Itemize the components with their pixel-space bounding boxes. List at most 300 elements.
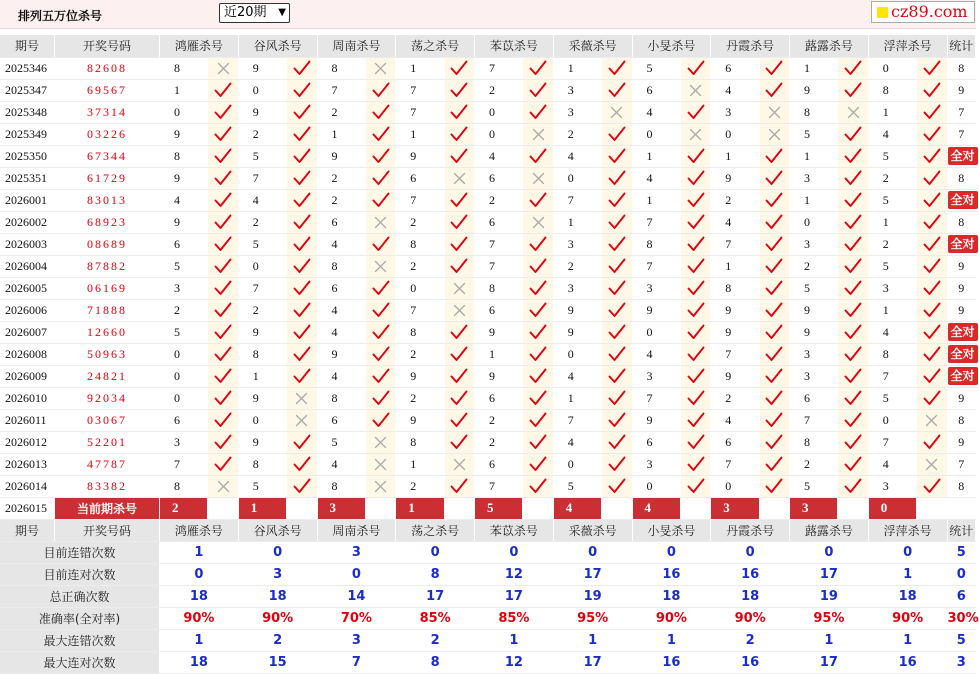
check-icon <box>923 478 941 494</box>
row-stat: 9 <box>947 387 975 409</box>
stat-value: 16 <box>711 563 790 585</box>
stat-total: 5 <box>947 629 975 651</box>
stat-label: 最大连对次数 <box>0 651 160 673</box>
table-row <box>0 277 976 299</box>
kill-number: 1 <box>396 453 444 475</box>
kill-number: 2 <box>553 255 601 277</box>
row-period: 2026011 <box>0 409 55 431</box>
kill-number: 8 <box>317 255 365 277</box>
row-stat <box>947 365 975 387</box>
row-stat <box>947 343 975 365</box>
stat-value: 1 <box>475 629 554 651</box>
check-icon <box>372 280 390 296</box>
header-expert[interactable]: 周南杀号 <box>317 519 396 541</box>
check-icon <box>372 324 390 340</box>
row-winning-code: 06169 <box>55 277 160 299</box>
hit-mark <box>287 123 317 145</box>
hit-mark <box>838 57 868 79</box>
check-icon <box>608 324 626 340</box>
stat-value: 3 <box>238 563 317 585</box>
stat-value: 3 <box>317 541 396 563</box>
header-expert[interactable]: 苯苡杀号 <box>475 519 554 541</box>
current-period-row <box>0 497 976 519</box>
kill-number: 1 <box>396 57 444 79</box>
kill-number: 4 <box>317 453 365 475</box>
cross-icon <box>374 458 387 471</box>
hit-mark <box>680 475 710 497</box>
header-expert[interactable]: 蕗露杀号 <box>790 35 869 57</box>
kill-number: 2 <box>396 387 444 409</box>
row-stat <box>947 233 975 255</box>
hit-mark <box>365 167 395 189</box>
hit-mark <box>759 57 789 79</box>
current-kill-number: 0 <box>868 497 916 519</box>
kill-number: 8 <box>396 321 444 343</box>
check-icon <box>687 302 705 318</box>
hit-mark <box>523 211 553 233</box>
stat-label: 总正确次数 <box>0 585 160 607</box>
kill-number: 6 <box>475 387 523 409</box>
stat-value: 90% <box>238 607 317 629</box>
kill-number: 5 <box>238 145 286 167</box>
kill-number: 9 <box>553 321 601 343</box>
row-stat <box>947 321 975 343</box>
kill-number: 2 <box>160 299 208 321</box>
header-expert[interactable]: 小旻杀号 <box>632 35 711 57</box>
check-icon <box>214 214 232 230</box>
check-icon <box>372 104 390 120</box>
hit-mark <box>917 453 947 475</box>
cross-icon <box>453 458 466 471</box>
stat-value: 19 <box>790 585 869 607</box>
check-icon <box>844 302 862 318</box>
row-stat <box>947 145 975 167</box>
hit-mark <box>444 189 474 211</box>
stat-value: 15 <box>238 651 317 673</box>
period-select[interactable] <box>219 3 290 23</box>
stat-value: 18 <box>868 585 947 607</box>
kill-number: 2 <box>238 123 286 145</box>
kill-number: 5 <box>632 57 680 79</box>
all-correct-badge: 全对 <box>948 147 978 165</box>
check-icon <box>293 456 311 472</box>
hit-mark <box>838 167 868 189</box>
hit-mark <box>838 123 868 145</box>
hit-mark <box>917 475 947 497</box>
stat-value: 2 <box>238 629 317 651</box>
kill-number-table <box>0 35 979 674</box>
stat-value: 17 <box>553 651 632 673</box>
cross-icon <box>374 216 387 229</box>
stat-value: 0 <box>632 541 711 563</box>
site-logo[interactable] <box>871 1 975 23</box>
kill-number: 5 <box>790 277 838 299</box>
kill-number: 6 <box>711 431 759 453</box>
stat-value: 19 <box>553 585 632 607</box>
kill-number: 8 <box>868 343 916 365</box>
hit-mark <box>287 189 317 211</box>
kill-number: 6 <box>317 211 365 233</box>
table-row <box>0 189 976 211</box>
header-expert[interactable]: 浮萍杀号 <box>868 519 947 541</box>
current-kill-spacer <box>523 497 553 519</box>
hit-mark <box>444 277 474 299</box>
kill-number: 4 <box>317 321 365 343</box>
hit-mark <box>287 475 317 497</box>
check-icon <box>923 346 941 362</box>
kill-number: 9 <box>711 167 759 189</box>
kill-number: 4 <box>553 365 601 387</box>
stat-value: 17 <box>553 563 632 585</box>
header-period: 期号 <box>0 519 55 541</box>
hit-mark <box>208 101 238 123</box>
hit-mark <box>759 409 789 431</box>
kill-number: 2 <box>475 409 523 431</box>
kill-number: 9 <box>711 299 759 321</box>
hit-mark <box>444 299 474 321</box>
row-stat <box>947 189 975 211</box>
row-winning-code: 12660 <box>55 321 160 343</box>
table-row <box>0 387 976 409</box>
kill-number: 3 <box>553 233 601 255</box>
kill-number: 9 <box>396 409 444 431</box>
table-row <box>0 431 976 453</box>
check-icon <box>923 82 941 98</box>
table-row <box>0 453 976 475</box>
stat-row <box>0 541 976 563</box>
current-kill-spacer <box>365 497 395 519</box>
header-expert[interactable]: 采薇杀号 <box>553 35 632 57</box>
header-expert[interactable]: 蕗露杀号 <box>790 519 869 541</box>
row-winning-code: 82608 <box>55 57 160 79</box>
kill-number: 7 <box>396 79 444 101</box>
check-icon <box>687 280 705 296</box>
check-icon <box>765 236 783 252</box>
stat-value: 0 <box>238 541 317 563</box>
header-expert[interactable]: 荡之杀号 <box>396 519 475 541</box>
row-winning-code: 37314 <box>55 101 160 123</box>
header-expert[interactable]: 浮萍杀号 <box>868 35 947 57</box>
kill-number: 2 <box>790 255 838 277</box>
check-icon <box>529 412 547 428</box>
row-period: 2026014 <box>0 475 55 497</box>
header-expert[interactable]: 谷风杀号 <box>238 35 317 57</box>
check-icon <box>450 126 468 142</box>
stat-value: 0 <box>317 563 396 585</box>
hit-mark <box>759 475 789 497</box>
check-icon <box>844 236 862 252</box>
table-row <box>0 475 976 497</box>
kill-number: 3 <box>553 101 601 123</box>
check-icon <box>923 368 941 384</box>
header-expert[interactable]: 鸿雁杀号 <box>160 519 239 541</box>
check-icon <box>214 192 232 208</box>
kill-number: 7 <box>632 387 680 409</box>
check-icon <box>293 82 311 98</box>
stat-value: 95% <box>553 607 632 629</box>
row-stat: 8 <box>947 167 975 189</box>
hit-mark <box>523 453 553 475</box>
stat-value: 0 <box>790 541 869 563</box>
check-icon <box>844 170 862 186</box>
check-icon <box>450 478 468 494</box>
check-icon <box>293 60 311 76</box>
check-icon <box>450 346 468 362</box>
hit-mark <box>838 321 868 343</box>
kill-number: 0 <box>160 101 208 123</box>
row-period: 2026006 <box>0 299 55 321</box>
stat-value: 18 <box>160 585 239 607</box>
stat-value: 0 <box>475 541 554 563</box>
stat-value: 0 <box>396 541 475 563</box>
hit-mark <box>365 79 395 101</box>
check-icon <box>608 434 626 450</box>
kill-number: 1 <box>317 123 365 145</box>
hit-mark <box>680 167 710 189</box>
kill-number: 5 <box>160 255 208 277</box>
hit-mark <box>208 453 238 475</box>
hit-mark <box>444 453 474 475</box>
check-icon <box>923 148 941 164</box>
hit-mark <box>759 387 789 409</box>
kill-number: 2 <box>475 431 523 453</box>
header-expert[interactable]: 周南杀号 <box>317 35 396 57</box>
stat-row <box>0 651 976 673</box>
hit-mark <box>523 233 553 255</box>
check-icon <box>844 280 862 296</box>
check-icon <box>844 368 862 384</box>
check-icon <box>214 258 232 274</box>
hit-mark <box>523 101 553 123</box>
hit-mark <box>759 277 789 299</box>
header-expert[interactable]: 采薇杀号 <box>553 519 632 541</box>
row-stat: 9 <box>947 431 975 453</box>
header-expert[interactable]: 谷风杀号 <box>238 519 317 541</box>
stat-label: 目前连错次数 <box>0 541 160 563</box>
kill-number: 8 <box>632 233 680 255</box>
kill-number: 7 <box>396 101 444 123</box>
row-winning-code: 47787 <box>55 453 160 475</box>
header-expert[interactable]: 鸿雁杀号 <box>160 35 239 57</box>
check-icon <box>450 324 468 340</box>
check-icon <box>529 478 547 494</box>
hit-mark <box>602 79 632 101</box>
check-icon <box>608 236 626 252</box>
current-stat <box>947 497 975 519</box>
check-icon <box>923 104 941 120</box>
kill-number: 9 <box>317 145 365 167</box>
kill-number: 6 <box>790 387 838 409</box>
kill-number: 9 <box>160 123 208 145</box>
hit-mark <box>523 167 553 189</box>
hit-mark <box>444 409 474 431</box>
kill-number: 2 <box>790 453 838 475</box>
check-icon <box>372 390 390 406</box>
stat-row <box>0 585 976 607</box>
hit-mark <box>759 167 789 189</box>
stat-value: 12 <box>475 563 554 585</box>
kill-number: 9 <box>632 409 680 431</box>
row-stat: 9 <box>947 79 975 101</box>
stat-value: 8 <box>396 651 475 673</box>
kill-number: 0 <box>868 409 916 431</box>
current-kill-spacer <box>208 497 238 519</box>
stat-value: 1 <box>868 563 947 585</box>
current-kill-spacer <box>838 497 868 519</box>
check-icon <box>608 456 626 472</box>
check-icon <box>844 478 862 494</box>
kill-number: 0 <box>396 277 444 299</box>
hit-mark <box>917 277 947 299</box>
hit-mark <box>523 321 553 343</box>
check-icon <box>608 148 626 164</box>
stat-total: 6 <box>947 585 975 607</box>
stat-row <box>0 563 976 585</box>
stat-value: 85% <box>475 607 554 629</box>
check-icon <box>765 148 783 164</box>
kill-number: 8 <box>396 431 444 453</box>
check-icon <box>214 390 232 406</box>
check-icon <box>372 192 390 208</box>
kill-number: 0 <box>238 409 286 431</box>
hit-mark <box>759 101 789 123</box>
check-icon <box>687 390 705 406</box>
check-icon <box>450 60 468 76</box>
kill-number: 2 <box>238 299 286 321</box>
table-header-row <box>0 519 976 541</box>
kill-number: 2 <box>475 189 523 211</box>
hit-mark <box>680 101 710 123</box>
stat-value: 14 <box>317 585 396 607</box>
cross-icon <box>374 62 387 75</box>
row-period: 2026004 <box>0 255 55 277</box>
current-kill-number: 1 <box>396 497 444 519</box>
hit-mark <box>838 101 868 123</box>
kill-number: 9 <box>317 343 365 365</box>
hit-mark <box>680 299 710 321</box>
header-expert[interactable]: 苯苡杀号 <box>475 35 554 57</box>
hit-mark <box>287 409 317 431</box>
kill-number: 5 <box>160 321 208 343</box>
hit-mark <box>838 343 868 365</box>
kill-number: 7 <box>868 365 916 387</box>
check-icon <box>214 302 232 318</box>
row-period: 2026010 <box>0 387 55 409</box>
hit-mark <box>680 233 710 255</box>
hit-mark <box>365 101 395 123</box>
check-icon <box>450 236 468 252</box>
kill-number: 1 <box>553 57 601 79</box>
hit-mark <box>680 365 710 387</box>
kill-number: 6 <box>475 211 523 233</box>
kill-number: 8 <box>238 343 286 365</box>
row-winning-code: 83013 <box>55 189 160 211</box>
hit-mark <box>680 387 710 409</box>
row-period: 2026013 <box>0 453 55 475</box>
current-kill-spacer <box>602 497 632 519</box>
check-icon <box>608 214 626 230</box>
stat-row <box>0 607 976 629</box>
check-icon <box>687 214 705 230</box>
check-icon <box>765 478 783 494</box>
hit-mark <box>680 409 710 431</box>
kill-number: 6 <box>317 277 365 299</box>
stat-value: 18 <box>711 585 790 607</box>
check-icon <box>923 434 941 450</box>
stat-value: 17 <box>475 585 554 607</box>
kill-number: 9 <box>790 321 838 343</box>
kill-number: 0 <box>553 167 601 189</box>
kill-number: 8 <box>160 475 208 497</box>
kill-number: 4 <box>632 343 680 365</box>
stat-value: 70% <box>317 607 396 629</box>
hit-mark <box>444 123 474 145</box>
hit-mark <box>838 387 868 409</box>
table-row <box>0 409 976 431</box>
hit-mark <box>602 101 632 123</box>
hit-mark <box>838 431 868 453</box>
current-kill-label: 当前期杀号 <box>55 497 160 519</box>
hit-mark <box>680 123 710 145</box>
row-winning-code: 50963 <box>55 343 160 365</box>
check-icon <box>608 412 626 428</box>
cross-icon <box>610 106 623 119</box>
hit-mark <box>838 145 868 167</box>
check-icon <box>923 390 941 406</box>
header-expert[interactable]: 丹霞杀号 <box>711 35 790 57</box>
check-icon <box>529 390 547 406</box>
hit-mark <box>365 233 395 255</box>
hit-mark <box>444 387 474 409</box>
kill-number: 4 <box>711 79 759 101</box>
check-icon <box>293 214 311 230</box>
check-icon <box>608 170 626 186</box>
kill-number: 4 <box>711 409 759 431</box>
kill-number: 0 <box>711 475 759 497</box>
check-icon <box>529 148 547 164</box>
hit-mark <box>365 475 395 497</box>
hit-mark <box>680 189 710 211</box>
header-expert[interactable]: 荡之杀号 <box>396 35 475 57</box>
check-icon <box>293 104 311 120</box>
kill-number: 1 <box>553 211 601 233</box>
check-icon <box>214 104 232 120</box>
kill-number: 6 <box>160 409 208 431</box>
check-icon <box>529 104 547 120</box>
hit-mark <box>602 255 632 277</box>
header-expert[interactable]: 丹霞杀号 <box>711 519 790 541</box>
header-expert[interactable]: 小旻杀号 <box>632 519 711 541</box>
check-icon <box>529 192 547 208</box>
check-icon <box>608 82 626 98</box>
kill-number: 7 <box>868 431 916 453</box>
kill-number: 7 <box>475 475 523 497</box>
check-icon <box>765 368 783 384</box>
hit-mark <box>602 277 632 299</box>
row-winning-code: 67344 <box>55 145 160 167</box>
hit-mark <box>444 365 474 387</box>
hit-mark <box>208 211 238 233</box>
kill-number: 7 <box>475 57 523 79</box>
stat-row <box>0 629 976 651</box>
check-icon <box>529 302 547 318</box>
check-icon <box>608 302 626 318</box>
row-period: 2026005 <box>0 277 55 299</box>
cross-icon <box>768 128 781 141</box>
kill-number: 6 <box>160 233 208 255</box>
kill-number: 2 <box>396 343 444 365</box>
hit-mark <box>365 123 395 145</box>
